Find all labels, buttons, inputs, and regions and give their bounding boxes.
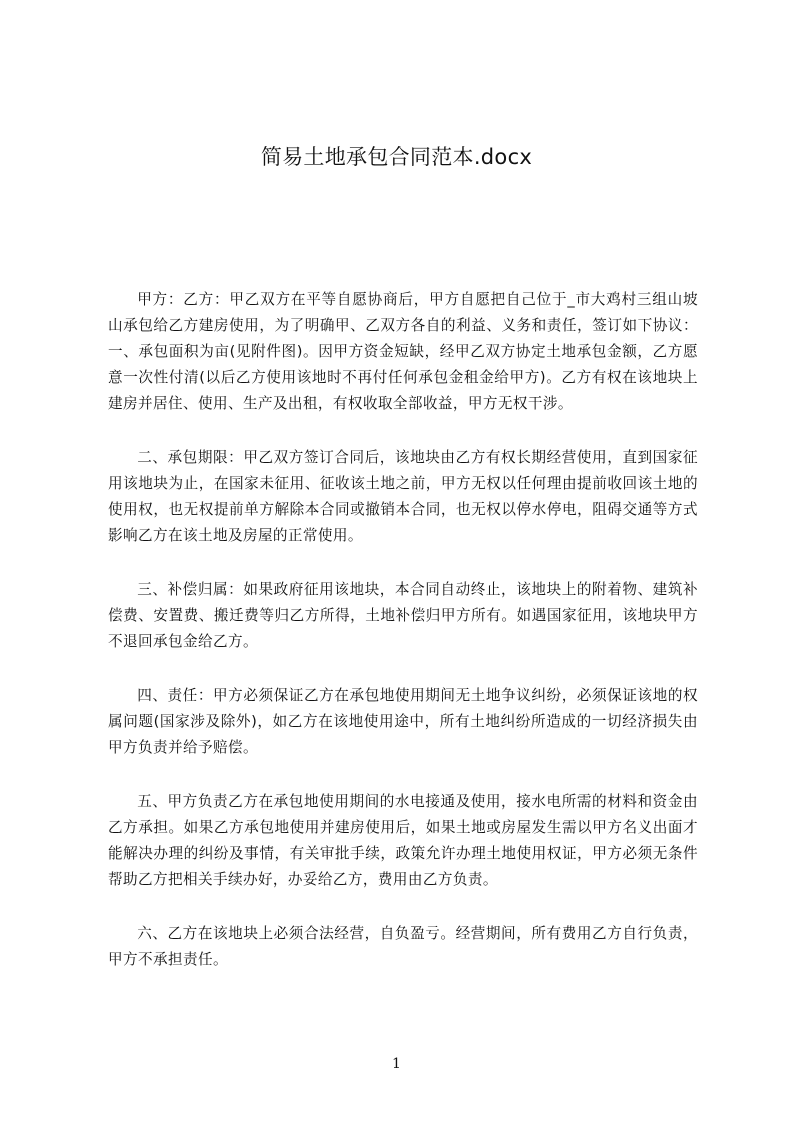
- document-body: [108, 287, 698, 1001]
- paragraph-2: 二、承包期限：甲乙双方签订合同后，该地块由乙方有权长期经营使用，直到国家征用该地块为止，在国家未征用、征收该土地之前，甲方无权以任何理由提前收回该土地的使用权，也无权提前单方解除本合同或撤销本合同，也无权以停水停电，阻碍交通等方式影响乙方在该土地及房屋的正常使用。: [108, 449, 698, 544]
- paragraph-1: 甲方：乙方：甲乙双方在平等自愿协商后，甲方自愿把自己位于_市大鸡村三组山坡山承包给乙方建房使用，为了明确甲、乙双方各自的利益、义务和责任，签订如下协议：一、承包面积为亩(见附件图)。因甲方资金短缺，经甲乙双方协定土地承包金额，乙方愿意一次性付清(以后乙方使用该地时不再付任何承包金租金给甲方)。乙方有权在该地块上建房并居住、使用、生产及出租，有权收取全部收益，甲方无权干涉。: [108, 291, 698, 412]
- document-title: 简易土地承包合同范本.docx: [260, 145, 533, 169]
- paragraph-5: 五、甲方负责乙方在承包地使用期间的水电接通及使用，接水电所需的材料和资金由乙方承担。如果乙方承包地使用并建房使用后，如果土地或房屋发生需以甲方名义出面才能解决办理的纠纷及事情，有关审批手续，政策允许办理土地使用权证，甲方必须无条件帮助乙方把相关手续办好，办妥给乙方，费用由乙方负责。: [108, 793, 698, 888]
- paragraph-6: 六、乙方在该地块上必须合法经营，自负盈亏。经营期间，所有费用乙方自行负责，甲方不承担责任。: [108, 925, 698, 968]
- paragraph-3: 三、补偿归属：如果政府征用该地块，本合同自动终止，该地块上的附着物、建筑补偿费、安置费、搬迁费等归乙方所得，土地补偿归甲方所有。如遇国家征用，该地块甲方不退回承包金给乙方。: [108, 581, 698, 650]
- page-number: 1: [392, 1056, 401, 1072]
- paragraph-4: 四、责任：甲方必须保证乙方在承包地使用期间无土地争议纠纷，必须保证该地的权属问题(国家涉及除外)，如乙方在该地使用途中，所有土地纠纷所造成的一切经济损失由甲方负责并给予赔偿。: [108, 687, 698, 756]
